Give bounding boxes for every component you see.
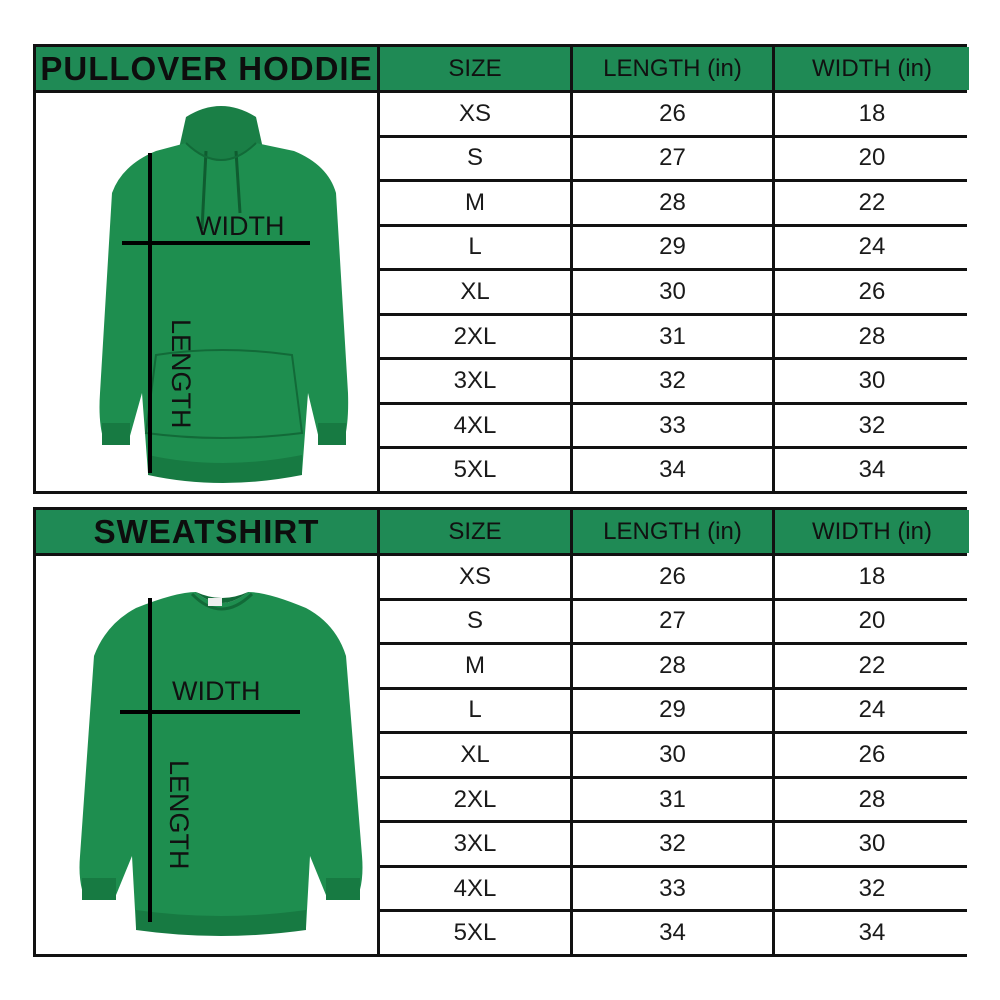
size-cell: 2XL bbox=[380, 316, 570, 358]
hoodie-size-table bbox=[36, 47, 964, 491]
hoodie-illustration bbox=[36, 93, 377, 491]
sweatshirt-icon bbox=[36, 556, 377, 954]
size-cell: S bbox=[380, 601, 570, 643]
length-cell: 28 bbox=[573, 645, 772, 687]
length-column-header: LENGTH (in) bbox=[573, 510, 772, 553]
width-cell: 28 bbox=[775, 316, 969, 358]
sweatshirt-title: SWEATSHIRT bbox=[36, 510, 377, 553]
width-cell: 18 bbox=[775, 556, 969, 598]
size-cell: L bbox=[380, 690, 570, 732]
size-cell: XL bbox=[380, 271, 570, 313]
length-cell: 31 bbox=[573, 316, 772, 358]
size-cell: 4XL bbox=[380, 405, 570, 447]
length-cell: 29 bbox=[573, 690, 772, 732]
length-cell: 33 bbox=[573, 868, 772, 910]
width-cell: 30 bbox=[775, 360, 969, 402]
sweatshirt-size-chart bbox=[33, 507, 967, 957]
width-cell: 22 bbox=[775, 645, 969, 687]
width-cell: 32 bbox=[775, 405, 969, 447]
sweatshirt-length-label: LENGTH bbox=[164, 760, 194, 870]
size-cell: M bbox=[380, 182, 570, 224]
sweatshirt-illustration bbox=[36, 556, 377, 954]
width-cell: 20 bbox=[775, 138, 969, 180]
size-cell: XS bbox=[380, 556, 570, 598]
size-column-header: SIZE bbox=[380, 510, 570, 553]
length-cell: 26 bbox=[573, 556, 772, 598]
hoodie-width-label: WIDTH bbox=[196, 211, 285, 241]
width-cell: 32 bbox=[775, 868, 969, 910]
length-cell: 34 bbox=[573, 912, 772, 954]
width-cell: 30 bbox=[775, 823, 969, 865]
width-cell: 26 bbox=[775, 734, 969, 776]
width-cell: 18 bbox=[775, 93, 969, 135]
size-cell: 5XL bbox=[380, 449, 570, 491]
width-cell: 24 bbox=[775, 690, 969, 732]
width-column-header: WIDTH (in) bbox=[775, 47, 969, 90]
size-cell: L bbox=[380, 227, 570, 269]
size-cell: 4XL bbox=[380, 868, 570, 910]
width-cell: 20 bbox=[775, 601, 969, 643]
width-column-header: WIDTH (in) bbox=[775, 510, 969, 553]
sweatshirt-size-table bbox=[36, 510, 964, 954]
width-cell: 28 bbox=[775, 779, 969, 821]
length-cell: 30 bbox=[573, 734, 772, 776]
size-cell: 3XL bbox=[380, 823, 570, 865]
length-column-header: LENGTH (in) bbox=[573, 47, 772, 90]
length-cell: 34 bbox=[573, 449, 772, 491]
hoodie-icon bbox=[36, 93, 377, 491]
size-cell: XS bbox=[380, 93, 570, 135]
width-cell: 22 bbox=[775, 182, 969, 224]
length-cell: 27 bbox=[573, 138, 772, 180]
length-cell: 26 bbox=[573, 93, 772, 135]
width-cell: 34 bbox=[775, 449, 969, 491]
length-cell: 31 bbox=[573, 779, 772, 821]
size-cell: M bbox=[380, 645, 570, 687]
size-cell: 2XL bbox=[380, 779, 570, 821]
width-cell: 26 bbox=[775, 271, 969, 313]
size-cell: XL bbox=[380, 734, 570, 776]
width-cell: 34 bbox=[775, 912, 969, 954]
width-cell: 24 bbox=[775, 227, 969, 269]
length-cell: 28 bbox=[573, 182, 772, 224]
length-cell: 27 bbox=[573, 601, 772, 643]
length-cell: 32 bbox=[573, 360, 772, 402]
hoodie-title: PULLOVER HODDIE bbox=[36, 47, 377, 90]
size-cell: S bbox=[380, 138, 570, 180]
size-cell: 3XL bbox=[380, 360, 570, 402]
length-cell: 32 bbox=[573, 823, 772, 865]
size-cell: 5XL bbox=[380, 912, 570, 954]
length-cell: 29 bbox=[573, 227, 772, 269]
hoodie-size-chart bbox=[33, 44, 967, 494]
size-column-header: SIZE bbox=[380, 47, 570, 90]
hoodie-length-label: LENGTH bbox=[166, 319, 196, 429]
sweatshirt-width-label: WIDTH bbox=[172, 676, 261, 706]
length-cell: 30 bbox=[573, 271, 772, 313]
length-cell: 33 bbox=[573, 405, 772, 447]
